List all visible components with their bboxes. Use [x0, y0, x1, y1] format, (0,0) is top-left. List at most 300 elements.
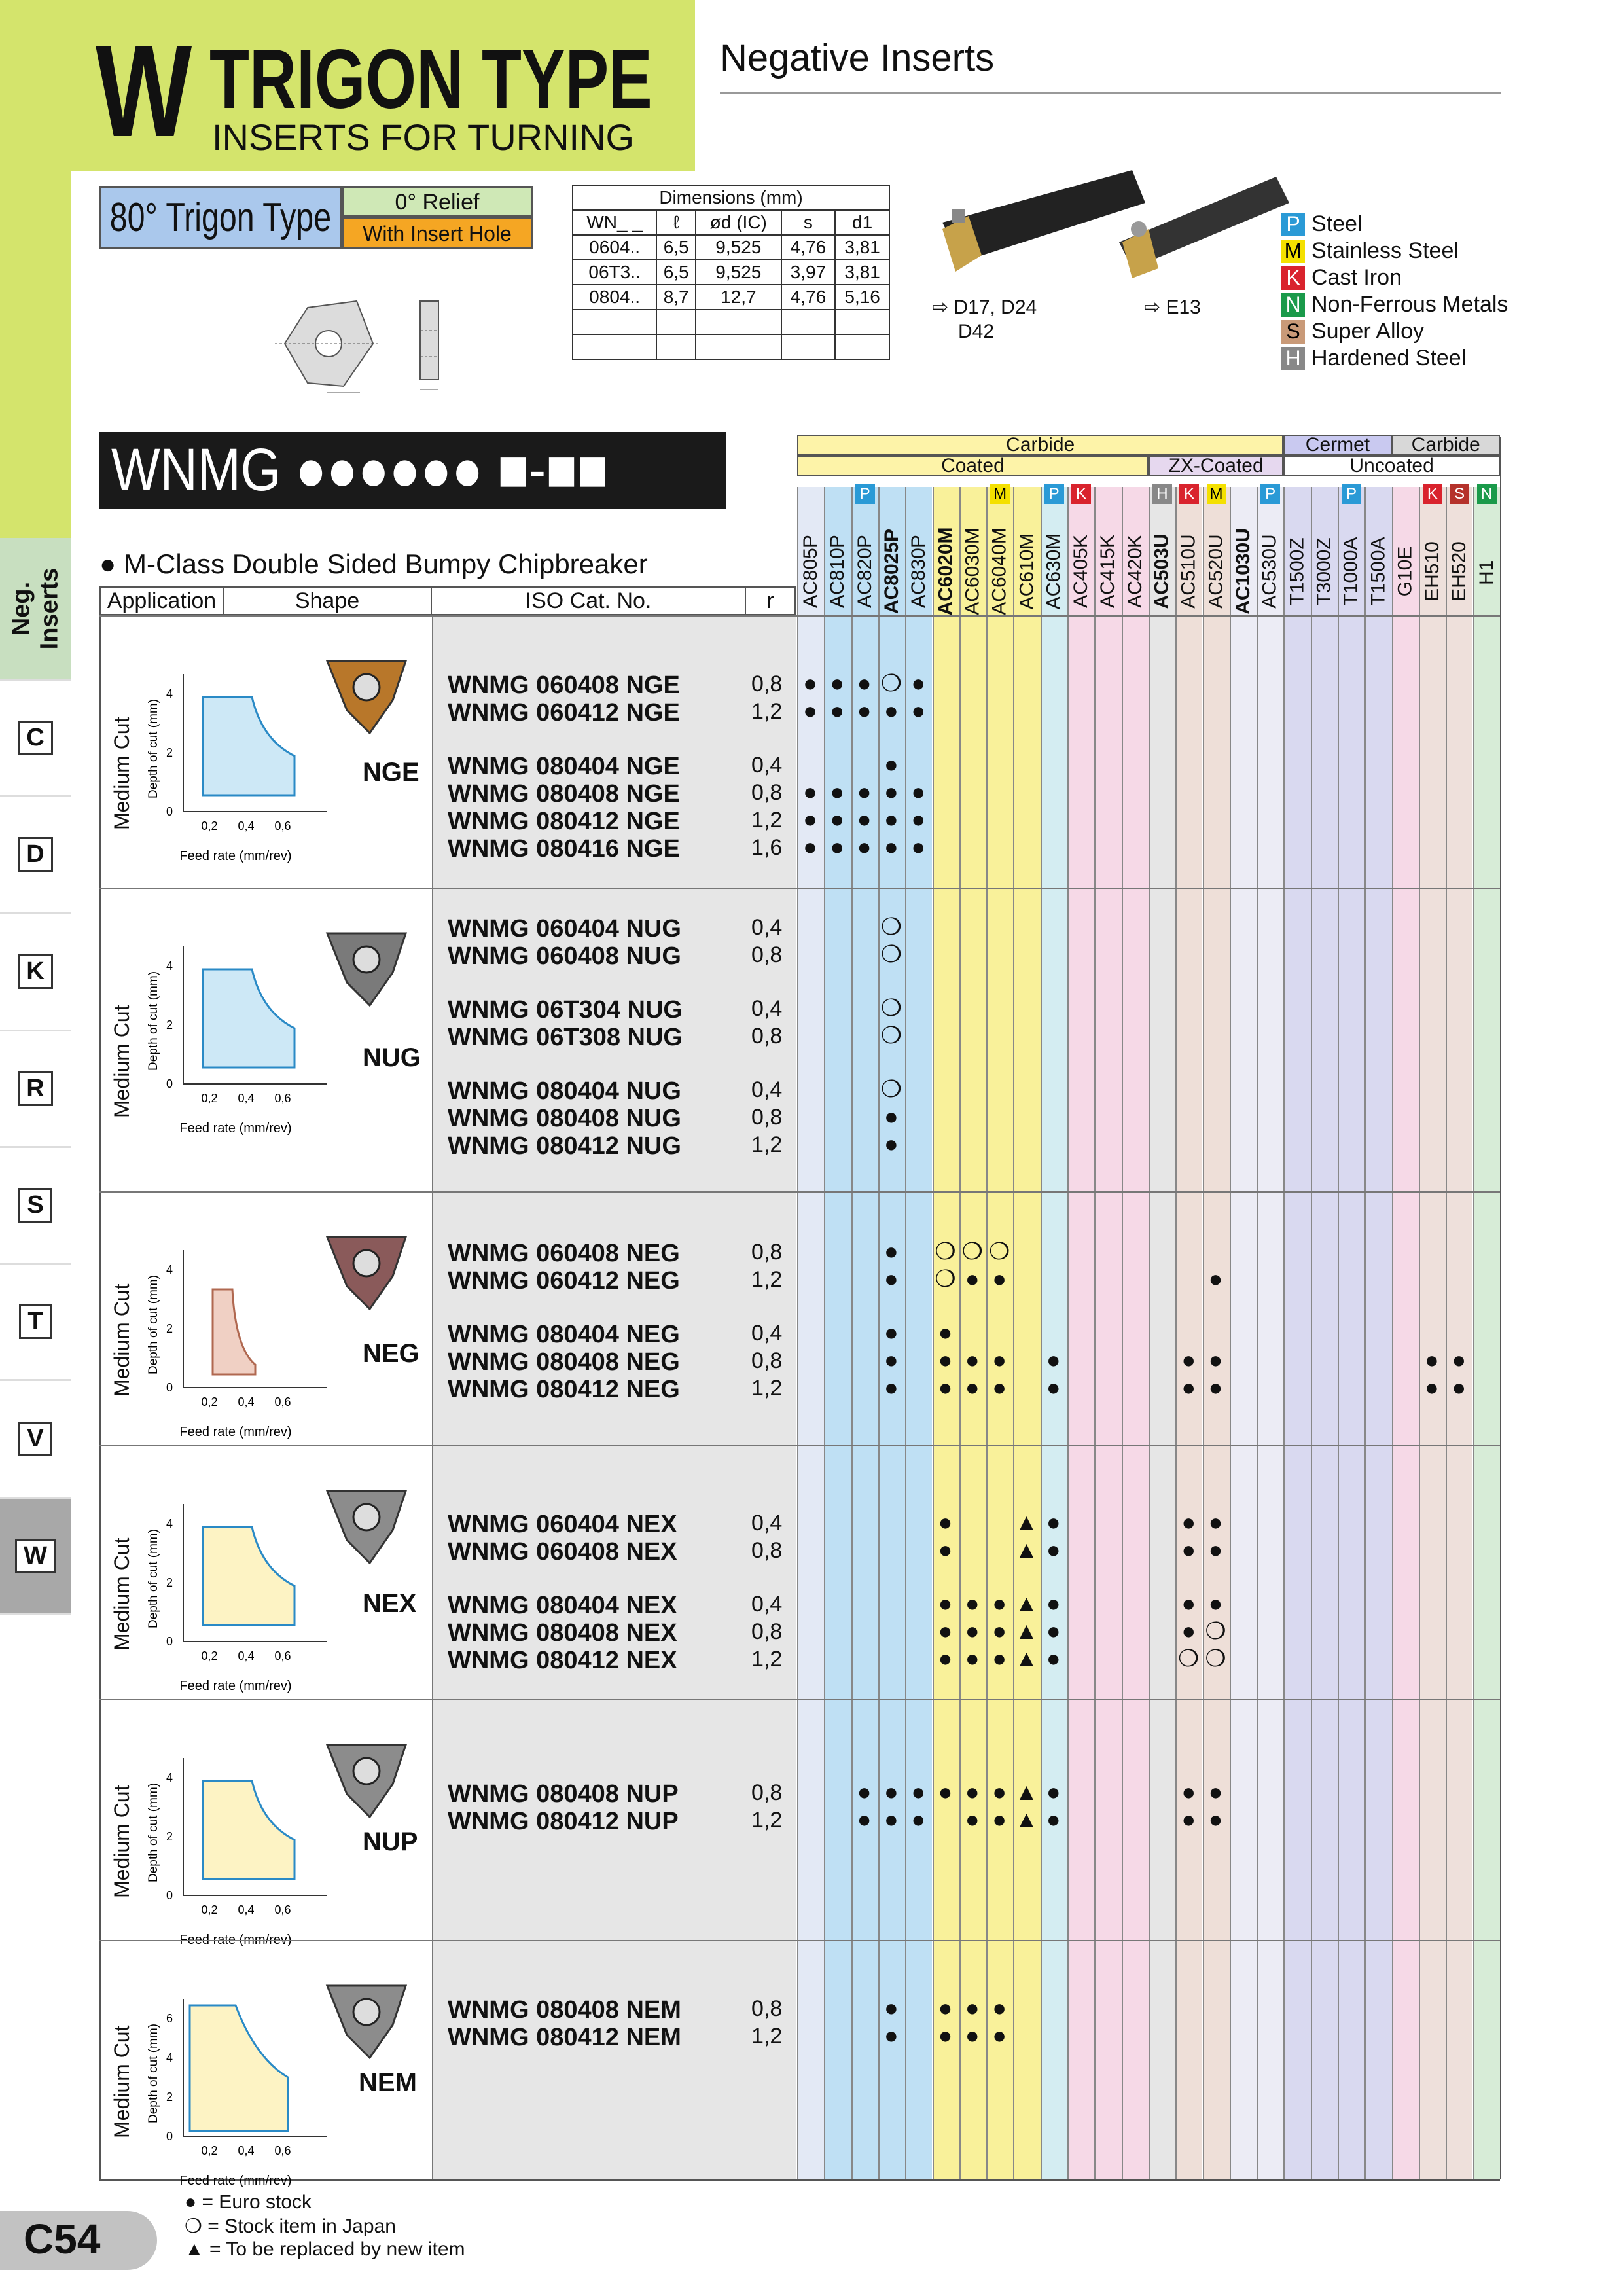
- stock-mark: ●: [1046, 1645, 1061, 1672]
- stock-mark: ●: [911, 1806, 926, 1833]
- iso-cat-no: WNMG 080408 NGE: [448, 780, 680, 808]
- side-tab-D[interactable]: [0, 797, 71, 914]
- iso-cat-no: WNMG 080416 NGE: [448, 835, 680, 863]
- application-label: Medium Cut: [110, 1283, 134, 1397]
- iso-class-badge: P: [1342, 484, 1361, 504]
- insert-photo: [321, 927, 412, 1012]
- grade-name: T1500A: [1367, 537, 1389, 606]
- y-tick-label: 0: [166, 1635, 173, 1648]
- grade-column: [1338, 487, 1364, 2179]
- iso-cat-no: WNMG 060412 NEG: [448, 1267, 680, 1295]
- grade-label: [1203, 521, 1230, 614]
- stock-mark: ●: [911, 670, 926, 696]
- application-label: Medium Cut: [110, 1537, 134, 1651]
- corner-radius: 1,6: [751, 835, 783, 860]
- application-area: [203, 1781, 294, 1879]
- grade-label: [1338, 521, 1365, 614]
- dims-cell: [835, 334, 889, 359]
- stock-mark: ▲: [1014, 1806, 1039, 1833]
- stock-mark: ●: [884, 833, 899, 860]
- stock-mark: ❍: [880, 1022, 902, 1049]
- holder-ref-right: ⇨ E13: [1144, 296, 1201, 318]
- stock-mark: ●: [803, 833, 817, 860]
- stock-mark: ●: [830, 778, 845, 805]
- iso-class-badge: K: [1179, 484, 1199, 504]
- stock-mark: ●: [1208, 1374, 1223, 1401]
- group-cermet: Cermet: [1283, 435, 1391, 456]
- stock-mark: ❍: [880, 941, 902, 967]
- stock-mark: ●: [1181, 1806, 1196, 1833]
- stock-mark: ●: [911, 697, 926, 724]
- grade-name: AC805P: [800, 535, 821, 608]
- grade-label: [878, 521, 906, 614]
- stock-mark: ▲: [1014, 1536, 1039, 1563]
- iso-cat-no: WNMG 080408 NEG: [448, 1348, 680, 1376]
- stock-mark: ●: [965, 1346, 980, 1373]
- grade-column: [851, 487, 878, 2179]
- grade-column: [1230, 487, 1257, 2179]
- legend-label: Non-Ferrous Metals: [1311, 292, 1508, 317]
- iso-cat-no: WNMG 080404 NEX: [448, 1592, 677, 1619]
- grade-label: [1122, 521, 1149, 614]
- grade-name: T3000Z: [1313, 537, 1335, 605]
- side-accent: [0, 171, 71, 538]
- stock-mark: ●: [884, 1374, 899, 1401]
- side-tab-T[interactable]: [0, 1265, 71, 1381]
- side-tab-R[interactable]: [0, 1031, 71, 1148]
- stock-mark: ●: [857, 778, 872, 805]
- stock-mark: ●: [1452, 1374, 1467, 1401]
- side-tab-C[interactable]: [0, 681, 71, 797]
- y-tick-label: 4: [166, 687, 173, 700]
- side-tab-label: Neg. Inserts: [7, 567, 63, 649]
- grade-label: [797, 521, 825, 614]
- dims-caption: Dimensions (mm): [573, 185, 889, 210]
- stock-mark: ●: [1452, 1346, 1467, 1373]
- stock-mark: ●: [830, 697, 845, 724]
- iso-cat-no: WNMG 080412 NEX: [448, 1647, 677, 1674]
- stock-mark: ●: [803, 778, 817, 805]
- chart-xlabel: Feed rate (mm/rev): [179, 1121, 292, 1136]
- application-area: [213, 1289, 255, 1374]
- stock-mark: ●: [884, 1103, 899, 1130]
- side-tab-label: D: [18, 837, 52, 872]
- grade-name: AC1030U: [1232, 528, 1254, 615]
- page-subtitle: INSERTS FOR TURNING: [212, 117, 635, 158]
- iso-cat-no: WNMG 060408 NUG: [448, 942, 681, 970]
- chipbreaker-class: ● M-Class Double Sided Bumpy Chipbreaker: [99, 548, 648, 579]
- dims-row: [573, 334, 889, 359]
- stock-mark: ●: [1046, 1536, 1061, 1563]
- grade-label: [1067, 521, 1095, 614]
- stock-mark: ●: [938, 2022, 953, 2049]
- stock-mark: ●: [1208, 1346, 1223, 1373]
- legend-badge: P: [1281, 213, 1305, 236]
- x-tick-label: 0,6: [274, 1395, 291, 1408]
- grade-label: [1013, 521, 1041, 614]
- chart-ylabel: Depth of cut (mm): [147, 971, 160, 1071]
- grade-label: [1473, 521, 1501, 614]
- y-tick-label: 0: [166, 1889, 173, 1902]
- stock-mark: ●: [1046, 1509, 1061, 1535]
- dims-cell: 5,16: [835, 285, 889, 310]
- section-divider: [99, 1699, 1500, 1700]
- legend-badge: N: [1281, 293, 1305, 317]
- grade-column: [1041, 487, 1067, 2179]
- stock-mark: ●: [938, 1509, 953, 1535]
- grade-name: AC820P: [853, 535, 876, 608]
- application-label: Medium Cut: [110, 2025, 134, 2138]
- stock-mark: ●: [830, 670, 845, 696]
- hole-box: With Insert Hole: [342, 217, 533, 249]
- insert-photo: [321, 1230, 412, 1316]
- stock-mark: ●: [857, 1778, 872, 1805]
- grade-label: [933, 521, 960, 614]
- insert-type-box: [99, 186, 342, 249]
- iso-cat-no: WNMG 080412 NEG: [448, 1376, 680, 1403]
- corner-radius: 0,4: [751, 915, 783, 940]
- stock-mark: ●: [965, 1806, 980, 1833]
- chart-ylabel: Depth of cut (mm): [147, 1274, 160, 1374]
- holder-ref-left-1: ⇨ D17, D24: [932, 296, 1037, 318]
- stock-mark: ❍: [880, 913, 902, 940]
- grade-column: [1094, 487, 1121, 2179]
- application-area: [190, 2005, 288, 2131]
- iso-class-badge: M: [1207, 484, 1226, 504]
- grade-label: [1149, 521, 1176, 614]
- stock-mark: ●: [830, 806, 845, 833]
- chart-xlabel: Feed rate (mm/rev): [179, 849, 292, 863]
- side-tab-K[interactable]: [0, 914, 71, 1031]
- x-tick-label: 0,4: [238, 1395, 255, 1408]
- grade-name: AC830P: [908, 535, 930, 608]
- group-coated: Coated: [797, 456, 1149, 476]
- legend-item: [1281, 345, 1508, 372]
- legend-badge: S: [1281, 320, 1305, 344]
- stock-mark: ●: [1046, 1590, 1061, 1617]
- grade-label: [1446, 521, 1473, 614]
- insert-photo: [321, 655, 412, 740]
- grade-column: [1067, 487, 1094, 2179]
- legend-item: [1281, 238, 1508, 264]
- section-divider: [99, 615, 1500, 617]
- dims-header: ød (IC): [696, 210, 781, 235]
- stock-mark: ●: [884, 1806, 899, 1833]
- dims-cell: 06T3..: [573, 260, 656, 285]
- chipbreaker-label: NGE: [363, 758, 419, 787]
- grade-name: AC530U: [1259, 534, 1281, 609]
- corner-radius: 0,4: [751, 1077, 783, 1102]
- legend-label: Super Alloy: [1311, 319, 1424, 344]
- corner-radius: 0,8: [751, 1348, 783, 1373]
- grade-column: [1473, 487, 1500, 2179]
- iso-cat-no: WNMG 080404 NUG: [448, 1077, 681, 1105]
- iso-class-badge: S: [1450, 484, 1469, 504]
- dims-cell: 6,5: [656, 235, 696, 260]
- stock-mark: ●: [803, 697, 817, 724]
- grade-label: [905, 521, 933, 614]
- stock-mark: ●: [1046, 1374, 1061, 1401]
- stock-mark: ●: [992, 1778, 1007, 1805]
- corner-radius: 0,4: [751, 1321, 783, 1346]
- dims-cell: [835, 310, 889, 334]
- grade-label: [824, 521, 851, 614]
- side-tab-neg[interactable]: [0, 538, 71, 681]
- insert-photo: [321, 1979, 412, 2064]
- stock-mark: ●: [803, 806, 817, 833]
- dims-cell: 12,7: [696, 285, 781, 310]
- grade-column: [1311, 487, 1338, 2179]
- section-divider: [99, 1191, 1500, 1193]
- relief-box: 0° Relief: [342, 186, 533, 217]
- grade-column: [905, 487, 932, 2179]
- stock-mark: ▲: [1014, 1645, 1039, 1672]
- grade-label: [1175, 521, 1203, 614]
- stock-mark: ▲: [1014, 1590, 1039, 1617]
- stock-mark: ●: [992, 1617, 1007, 1644]
- stock-mark: ●: [1208, 1806, 1223, 1833]
- dims-cell: [781, 310, 836, 334]
- corner-radius: 0,8: [751, 1240, 783, 1265]
- stock-mark: ●: [1181, 1590, 1196, 1617]
- page-title: TRIGON TYPE: [209, 33, 652, 126]
- stock-mark: ●: [992, 1374, 1007, 1401]
- iso-class-badge: K: [1071, 484, 1091, 504]
- iso-cat-no: WNMG 080412 NUP: [448, 1808, 679, 1835]
- legend-badge: H: [1281, 347, 1305, 370]
- iso-cat-no: WNMG 060412 NGE: [448, 699, 680, 726]
- grade-column: [1203, 487, 1230, 2179]
- dims-cell: 3,81: [835, 260, 889, 285]
- stock-mark: ●: [992, 1265, 1007, 1292]
- grade-name: AC610M: [1016, 533, 1038, 610]
- stock-mark: ●: [1208, 1265, 1223, 1292]
- shape-divider: [432, 1191, 433, 1445]
- stock-mark: ●: [938, 1778, 953, 1805]
- dims-row: [573, 235, 889, 260]
- iso-class-badge: K: [1423, 484, 1442, 504]
- y-tick-label: 0: [166, 805, 173, 818]
- grade-label: [1041, 521, 1068, 614]
- chipbreaker-label: NEG: [363, 1339, 419, 1368]
- stock-mark: ●: [992, 1806, 1007, 1833]
- side-tab-W[interactable]: [0, 1499, 71, 1615]
- dims-cell: [656, 310, 696, 334]
- stock-mark: ●: [992, 1590, 1007, 1617]
- group-uncoated: Uncoated: [1283, 456, 1499, 476]
- x-tick-label: 0,4: [238, 819, 255, 833]
- dims-cell: 6,5: [656, 260, 696, 285]
- legend-item: [1281, 291, 1508, 318]
- shape-divider: [432, 615, 433, 888]
- stock-mark: ●: [1046, 1617, 1061, 1644]
- iso-cat-no: WNMG 080408 NUG: [448, 1105, 681, 1132]
- y-tick-label: 0: [166, 2130, 173, 2143]
- dims-header-row: [573, 210, 889, 235]
- stock-mark: ●: [965, 1994, 980, 2021]
- stock-mark: ●: [992, 1645, 1007, 1672]
- corner-radius: 0,4: [751, 753, 783, 778]
- corner-radius: 0,8: [751, 1538, 783, 1563]
- side-tab-label: K: [18, 954, 52, 989]
- stock-mark: ●: [857, 670, 872, 696]
- chart-ylabel: Depth of cut (mm): [147, 2023, 160, 2123]
- iso-class-badge: P: [1044, 484, 1064, 504]
- stock-mark: ●: [938, 1536, 953, 1563]
- corner-radius: 0,8: [751, 1024, 783, 1049]
- legend-item: [1281, 211, 1508, 238]
- chart-xlabel: Feed rate (mm/rev): [179, 1425, 292, 1439]
- corner-radius: 0,8: [751, 942, 783, 967]
- side-tab-label: R: [18, 1071, 52, 1106]
- section-divider: [99, 888, 1500, 889]
- stock-mark: ●: [938, 1645, 953, 1672]
- iso-cat-no: WNMG 060408 NGE: [448, 672, 680, 699]
- chipbreaker-label: NEM: [359, 2068, 417, 2097]
- iso-background: [432, 1193, 796, 1445]
- dims-cell: 9,525: [696, 260, 781, 285]
- grade-label: [1257, 521, 1284, 614]
- grade-name: AC420K: [1124, 535, 1146, 608]
- stock-mark: ●: [965, 1590, 980, 1617]
- grade-column: [1013, 487, 1040, 2179]
- legend-badge: M: [1281, 240, 1305, 263]
- dims-cell: [696, 310, 781, 334]
- grade-column: [1175, 487, 1202, 2179]
- stock-mark: ●: [1046, 1806, 1061, 1833]
- side-tab-label: V: [18, 1422, 52, 1456]
- grade-name: H1: [1475, 560, 1497, 585]
- x-tick-label: 0,2: [201, 1649, 218, 1662]
- footnote: ● = Euro stock: [185, 2191, 312, 2213]
- header-letter: W: [96, 18, 189, 164]
- stock-mark: ●: [965, 1617, 980, 1644]
- corner-radius: 1,2: [751, 699, 783, 724]
- y-tick-label: 2: [166, 746, 173, 759]
- y-tick-label: 2: [166, 2090, 173, 2104]
- stock-mark: ●: [884, 1346, 899, 1373]
- stock-mark: ●: [884, 806, 899, 833]
- insert-photo: [321, 1738, 412, 1823]
- grade-label: [959, 521, 987, 614]
- group-carbide: Carbide: [797, 435, 1283, 456]
- grade-name: AC6030M: [961, 528, 984, 615]
- stock-mark: ●: [1208, 1536, 1223, 1563]
- corner-radius: 0,8: [751, 780, 783, 805]
- x-tick-label: 0,6: [274, 1903, 291, 1916]
- legend-label: Cast Iron: [1311, 265, 1402, 290]
- stock-mark: ❍: [880, 994, 902, 1021]
- grade-name: AC6040M: [989, 528, 1011, 615]
- iso-class-badge: N: [1477, 484, 1497, 504]
- corner-radius: 0,8: [751, 1105, 783, 1130]
- holder-image-right: [1106, 164, 1296, 295]
- corner-radius: 0,4: [751, 996, 783, 1021]
- stock-mark: ●: [884, 1130, 899, 1157]
- x-tick-label: 0,2: [201, 1092, 218, 1105]
- corner-radius: 1,2: [751, 1647, 783, 1672]
- dims-cell: [696, 334, 781, 359]
- grade-name: AC415K: [1097, 535, 1119, 608]
- dims-row: [573, 310, 889, 334]
- dims-caption-row: [573, 185, 889, 210]
- dims-header: ℓ: [656, 210, 696, 235]
- iso-class-badge: P: [1260, 484, 1280, 504]
- shape-divider: [432, 888, 433, 1191]
- iso-cat-no: WNMG 060408 NEG: [448, 1240, 680, 1267]
- legend-item: [1281, 318, 1508, 345]
- page-number: C54: [24, 2215, 101, 2263]
- side-tab-V[interactable]: [0, 1381, 71, 1499]
- dims-header: s: [781, 210, 836, 235]
- grade-name: AC8025P: [880, 528, 902, 615]
- stock-mark: ●: [884, 1994, 899, 2021]
- dims-cell: 3,97: [781, 260, 836, 285]
- stock-mark: ●: [938, 1319, 953, 1346]
- side-tab-S[interactable]: [0, 1148, 71, 1265]
- y-tick-label: 0: [166, 1077, 173, 1090]
- y-tick-label: 2: [166, 1576, 173, 1589]
- iso-cat-no: WNMG 080412 NUG: [448, 1132, 681, 1160]
- stock-mark: ❍: [1205, 1645, 1226, 1672]
- dims-cell: [781, 334, 836, 359]
- x-tick-label: 0,4: [238, 1092, 255, 1105]
- iso-cat-no: WNMG 080404 NEG: [448, 1321, 680, 1348]
- iso-background: [432, 1941, 796, 2179]
- y-tick-label: 4: [166, 1517, 173, 1530]
- stock-mark: ●: [1425, 1374, 1439, 1401]
- shape-divider: [432, 1445, 433, 1699]
- application-label: Medium Cut: [110, 717, 134, 830]
- stock-mark: ●: [857, 833, 872, 860]
- stock-mark: ●: [884, 697, 899, 724]
- x-tick-label: 0,6: [274, 2144, 291, 2157]
- grade-column: [1122, 487, 1149, 2179]
- dims-header: d1: [835, 210, 889, 235]
- grade-label: [851, 521, 879, 614]
- grade-label: [986, 521, 1014, 614]
- legend-item: [1281, 264, 1508, 291]
- stock-mark: ❍: [880, 670, 902, 696]
- stock-mark: ●: [1181, 1346, 1196, 1373]
- y-tick-label: 2: [166, 1018, 173, 1031]
- stock-mark: ●: [857, 806, 872, 833]
- legend-badge: K: [1281, 266, 1305, 290]
- series-name: WNMG ●●●●●● ■-■■: [111, 437, 609, 503]
- chart-ylabel: Depth of cut (mm): [147, 1782, 160, 1882]
- stock-mark: ●: [830, 833, 845, 860]
- dims-cell: 4,76: [781, 235, 836, 260]
- stock-mark: ●: [911, 1778, 926, 1805]
- dims-cell: [573, 334, 656, 359]
- section-title: Negative Inserts: [720, 37, 995, 79]
- chart-ylabel: Depth of cut (mm): [147, 698, 160, 798]
- section-divider: [99, 1445, 1500, 1446]
- stock-mark: ▲: [1014, 1617, 1039, 1644]
- stock-mark: ●: [1208, 1778, 1223, 1805]
- stock-mark: ❍: [880, 1075, 902, 1102]
- grade-name: AC6020M: [935, 527, 957, 616]
- corner-radius: 0,8: [751, 1780, 783, 1805]
- corner-radius: 1,2: [751, 1376, 783, 1401]
- dims-row: [573, 285, 889, 310]
- stock-mark: ●: [911, 806, 926, 833]
- grade-label: [1364, 521, 1392, 614]
- iso-class-badge: H: [1152, 484, 1172, 504]
- stock-mark: ●: [965, 1778, 980, 1805]
- grade-column: [1392, 487, 1419, 2179]
- grade-column: [797, 487, 824, 2179]
